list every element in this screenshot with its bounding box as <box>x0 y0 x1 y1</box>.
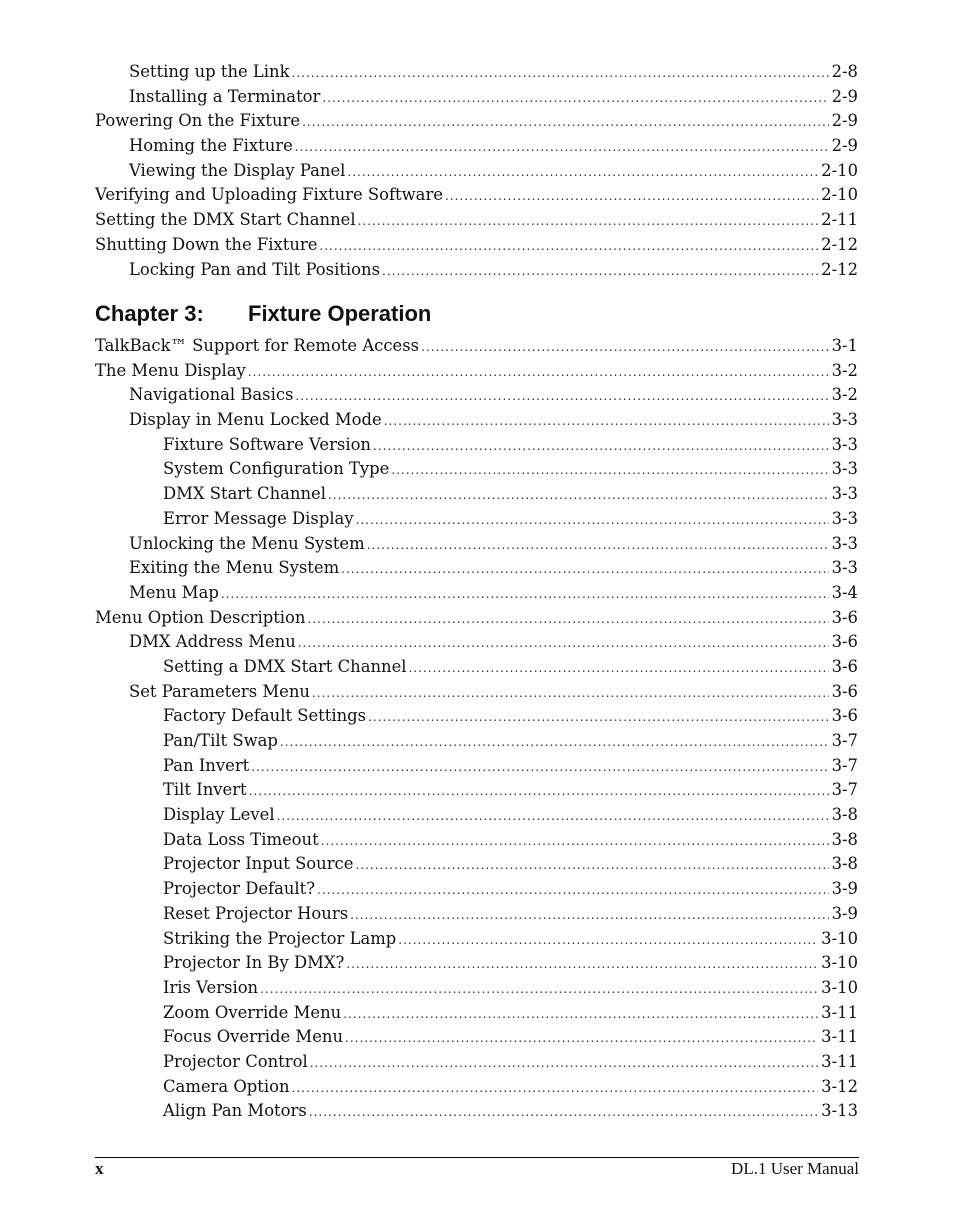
toc-entry[interactable] <box>95 233 858 258</box>
toc-entry-page: 3-6 <box>831 681 858 701</box>
toc-entry-page: 3-10 <box>821 928 858 948</box>
toc-entry-page: 3-13 <box>821 1101 858 1121</box>
toc-entry-title: Pan/Tilt Swap <box>163 731 278 750</box>
toc-dot-leader <box>345 1026 818 1050</box>
toc-dot-leader <box>280 730 829 754</box>
toc-entry-page: 3-8 <box>831 805 858 825</box>
toc-entry-page: 3-8 <box>831 829 858 849</box>
toc-entry[interactable] <box>95 630 858 655</box>
toc-entry-page: 3-6 <box>831 656 858 676</box>
toc-entry-page: 3-6 <box>831 607 858 627</box>
toc-entry[interactable] <box>95 655 858 680</box>
toc-entry-title: Data Loss Timeout <box>163 829 319 849</box>
toc-dot-leader <box>277 804 829 828</box>
toc-dot-leader <box>368 705 829 729</box>
toc-entry[interactable] <box>95 507 858 532</box>
toc-dot-leader <box>341 557 828 581</box>
toc-entry-page: 3-6 <box>831 706 858 726</box>
toc-dot-leader <box>292 1076 819 1100</box>
toc-entry-title: TalkBack™ Support for Remote Access <box>95 336 420 355</box>
toc-entry[interactable] <box>95 1025 858 1050</box>
toc-entry-page: 3-10 <box>821 977 858 997</box>
toc-dot-leader <box>355 853 828 877</box>
toc-entry[interactable] <box>95 1050 858 1075</box>
toc-dot-leader <box>310 1051 818 1075</box>
toc-dot-leader <box>248 360 829 384</box>
toc-entry-page: 3-9 <box>831 903 858 923</box>
toc-list-chapter <box>95 334 858 1124</box>
toc-entry-title: Powering On the Fixture <box>95 111 301 131</box>
toc-entry[interactable] <box>95 134 858 159</box>
toc-entry-page: 2-12 <box>821 259 858 279</box>
toc-entry-title: Setting the DMX Start Channel <box>95 210 356 230</box>
toc-entry-page: 3-1 <box>831 336 858 355</box>
toc-entry-title: Projector Control <box>163 1051 308 1071</box>
toc-dot-leader <box>328 483 829 507</box>
toc-entry-page: 3-7 <box>831 755 858 775</box>
toc-dot-leader <box>260 977 818 1001</box>
toc-entry[interactable] <box>95 556 858 581</box>
toc-dot-leader <box>346 952 818 976</box>
toc-entry-title: System Configuration Type <box>163 459 390 479</box>
footer-manual-title: DL.1 User Manual <box>731 1159 859 1178</box>
toc-entry-page: 3-3 <box>831 508 858 528</box>
toc-dot-leader <box>421 335 829 359</box>
toc-entry-title: Pan Invert <box>163 755 250 775</box>
toc-dot-leader <box>312 681 829 705</box>
toc-entry-page: 2-9 <box>831 136 858 156</box>
chapter-title: Fixture Operation <box>248 301 432 326</box>
toc-list-top <box>95 60 858 282</box>
toc-dot-leader <box>343 1002 818 1026</box>
toc-dot-leader <box>319 234 818 258</box>
toc-dot-leader <box>409 656 829 680</box>
toc-entry[interactable] <box>95 85 858 110</box>
toc-dot-leader <box>292 61 829 85</box>
toc-dot-leader <box>317 878 829 902</box>
toc-dot-leader <box>384 409 829 433</box>
toc-entry-page: 3-7 <box>831 731 858 750</box>
toc-entry-title: Setting up the Link <box>129 62 290 81</box>
toc-dot-leader <box>221 582 829 606</box>
toc-entry-title: Display Level <box>163 805 275 825</box>
toc-dot-leader <box>358 209 819 233</box>
toc-dot-leader <box>356 508 829 532</box>
toc-entry[interactable] <box>95 359 858 384</box>
toc-entry-page: 3-9 <box>831 879 858 899</box>
toc-dot-leader <box>295 135 829 159</box>
toc-entry-title: Navigational Basics <box>129 385 294 405</box>
toc-entry-title: Projector In By DMX? <box>163 953 345 973</box>
toc-entry[interactable] <box>95 1099 858 1124</box>
toc-entry-title: Setting a DMX Start Channel <box>163 656 407 676</box>
toc-entry-title: Factory Default Settings <box>163 706 367 726</box>
toc-entry-page: 2-8 <box>831 62 858 81</box>
toc-entry[interactable] <box>95 704 858 729</box>
toc-entry[interactable] <box>95 109 858 134</box>
toc-entry-page: 3-3 <box>831 410 858 430</box>
toc-dot-leader <box>445 184 818 208</box>
toc-entry-title: Display in Menu Locked Mode <box>129 410 382 430</box>
toc-entry-page: 3-2 <box>831 360 858 380</box>
toc-dot-leader <box>367 533 829 557</box>
toc-entry-title: Iris Version <box>163 977 259 997</box>
toc-entry-page: 3-3 <box>831 459 858 479</box>
toc-entry-page: 2-10 <box>821 185 858 205</box>
toc-entry-title: Viewing the Display Panel <box>129 160 346 180</box>
toc-entry[interactable] <box>95 208 858 233</box>
toc-entry[interactable] <box>95 902 858 927</box>
toc-dot-leader <box>391 458 828 482</box>
toc-entry-title: Projector Default? <box>163 879 316 899</box>
toc-entry-page: 3-11 <box>821 1051 858 1071</box>
toc-entry[interactable] <box>95 606 858 631</box>
toc-dot-leader <box>322 86 828 110</box>
toc-entry-title: Menu Map <box>129 582 219 602</box>
toc-entry-title: Verifying and Uploading Fixture Software <box>95 185 443 205</box>
toc-entry-page: 3-10 <box>821 953 858 973</box>
toc-entry[interactable] <box>95 852 858 877</box>
toc-entry-title: DMX Address Menu <box>129 632 296 652</box>
toc-dot-leader <box>321 829 829 853</box>
toc-entry[interactable] <box>95 1075 858 1100</box>
toc-dot-leader <box>295 384 828 408</box>
toc-entry-page: 3-6 <box>831 632 858 652</box>
toc-entry-title: Projector Input Source <box>163 854 354 874</box>
toc-entry[interactable] <box>95 803 858 828</box>
toc-entry[interactable] <box>95 754 858 779</box>
toc-entry[interactable] <box>95 976 858 1001</box>
toc-entry-page: 3-3 <box>831 484 858 504</box>
toc-dot-leader <box>307 607 828 631</box>
toc-entry-page: 2-9 <box>831 111 858 131</box>
toc-entry[interactable] <box>95 334 858 359</box>
toc-entry-title: Zoom Override Menu <box>163 1002 342 1022</box>
toc-entry-title: Shutting Down the Fixture <box>95 234 318 254</box>
toc-dot-leader <box>350 903 828 927</box>
toc-entry-page: 2-10 <box>821 160 858 180</box>
toc-dot-leader <box>382 259 818 283</box>
toc-entry-page: 3-11 <box>821 1002 858 1022</box>
toc-entry[interactable] <box>95 457 858 482</box>
toc-entry-page: 3-3 <box>831 533 858 553</box>
chapter-number: Chapter 3: <box>95 301 204 326</box>
toc-entry[interactable] <box>95 951 858 976</box>
toc-entry-title: DMX Start Channel <box>163 484 326 504</box>
toc-entry-page: 3-4 <box>831 582 858 602</box>
toc-dot-leader <box>249 779 829 803</box>
toc-entry[interactable] <box>95 433 858 458</box>
toc-entry[interactable] <box>95 828 858 853</box>
toc-entry-page: 3-12 <box>821 1076 858 1096</box>
chapter-heading <box>95 301 431 327</box>
toc-entry[interactable] <box>95 778 858 803</box>
toc-entry-title: Focus Override Menu <box>163 1027 344 1047</box>
toc-entry-title: Installing a Terminator <box>129 86 321 106</box>
toc-entry-page: 2-11 <box>821 210 858 230</box>
footer-divider <box>95 1157 859 1158</box>
toc-entry[interactable] <box>95 680 858 705</box>
toc-entry[interactable] <box>95 408 858 433</box>
toc-entry-title: Homing the Fixture <box>129 136 293 156</box>
toc-entry[interactable] <box>95 581 858 606</box>
toc-entry[interactable] <box>95 877 858 902</box>
toc-dot-leader <box>302 110 829 134</box>
toc-entry[interactable] <box>95 183 858 208</box>
toc-dot-leader <box>398 928 818 952</box>
toc-entry[interactable] <box>95 258 858 283</box>
toc-dot-leader <box>347 160 818 184</box>
toc-entry-page: 3-7 <box>831 780 858 800</box>
toc-dot-leader <box>298 631 829 655</box>
toc-entry[interactable] <box>95 60 858 85</box>
toc-entry[interactable] <box>95 482 858 507</box>
toc-dot-leader <box>373 434 829 458</box>
toc-entry-page: 3-2 <box>831 385 858 405</box>
toc-dot-leader <box>309 1100 818 1124</box>
toc-entry[interactable] <box>95 927 858 952</box>
toc-entry[interactable] <box>95 532 858 557</box>
toc-entry-title: Menu Option Description <box>95 607 306 627</box>
toc-entry-title: Align Pan Motors <box>163 1101 307 1121</box>
toc-entry-page: 2-12 <box>821 234 858 254</box>
toc-entry-title: Tilt Invert <box>163 780 247 800</box>
toc-entry-title: Fixture Software Version <box>163 434 371 454</box>
toc-entry-page: 3-3 <box>831 558 858 578</box>
toc-entry-title: The Menu Display <box>95 360 246 380</box>
toc-entry-title: Unlocking the Menu System <box>129 533 365 553</box>
toc-entry-title: Reset Projector Hours <box>163 903 349 923</box>
toc-entry-page: 3-3 <box>831 434 858 454</box>
toc-entry-title: Set Parameters Menu <box>129 681 310 701</box>
toc-entry[interactable] <box>95 159 858 184</box>
toc-entry-title: Camera Option <box>163 1076 290 1096</box>
toc-entry-page: 2-9 <box>831 86 858 106</box>
toc-entry[interactable] <box>95 729 858 754</box>
toc-entry-title: Locking Pan and Tilt Positions <box>129 259 380 279</box>
toc-entry[interactable] <box>95 383 858 408</box>
toc-dot-leader <box>251 755 828 779</box>
toc-entry-title: Striking the Projector Lamp <box>163 928 397 948</box>
toc-entry-page: 3-8 <box>831 854 858 874</box>
toc-entry-title: Error Message Display <box>163 508 354 528</box>
footer-page-number: x <box>95 1159 104 1178</box>
toc-entry[interactable] <box>95 1001 858 1026</box>
toc-entry-page: 3-11 <box>821 1027 858 1047</box>
toc-entry-title: Exiting the Menu System <box>129 558 340 578</box>
